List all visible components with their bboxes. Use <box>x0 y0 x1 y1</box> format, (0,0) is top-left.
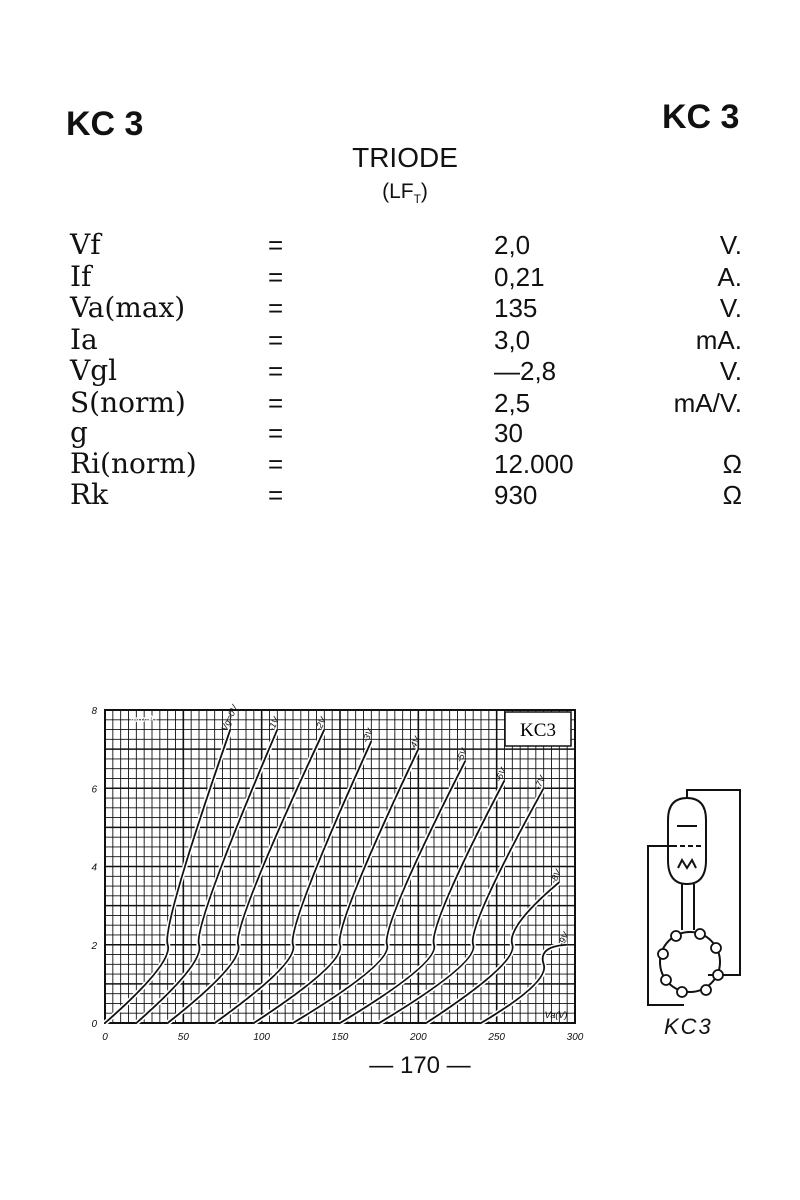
spec-equals: = <box>268 449 284 479</box>
y-tick-label: 2 <box>91 940 97 952</box>
spec-symbol: Rk <box>70 478 109 511</box>
pin-icon <box>677 987 687 997</box>
y-tick-label: 4 <box>91 862 97 874</box>
spec-equals: = <box>268 230 284 260</box>
x-tick-label: 0 <box>102 1032 108 1043</box>
spec-row <box>0 480 800 512</box>
spec-equals: = <box>268 480 284 510</box>
spec-value: 135 <box>494 293 538 323</box>
spec-row <box>0 325 800 357</box>
spec-symbol: g <box>70 416 88 449</box>
spec-equals: = <box>268 418 284 448</box>
tube-class <box>0 180 800 206</box>
spec-row <box>0 293 800 325</box>
spec-equals: = <box>268 325 284 355</box>
pin-icon <box>701 985 711 995</box>
spec-symbol: Va(max) <box>70 291 186 324</box>
curve-label: -8V <box>548 868 564 885</box>
spec-value: 12.000 <box>494 449 574 479</box>
pin-icon <box>711 943 721 953</box>
spec-row <box>0 230 800 262</box>
spec-value: 930 <box>494 480 538 510</box>
class-close: ) <box>420 180 428 203</box>
x-axis-label: Va(V) <box>544 1010 568 1020</box>
spec-equals: = <box>268 262 284 292</box>
spec-row <box>0 356 800 388</box>
x-tick-label: 300 <box>566 1032 584 1043</box>
pin-icon <box>661 975 671 985</box>
characteristic-chart <box>80 700 610 1050</box>
curve-label: Vg=0V <box>219 703 240 733</box>
spec-row <box>0 418 800 450</box>
spec-unit: mA. <box>695 325 742 355</box>
spec-row <box>0 388 800 420</box>
spec-row <box>0 262 800 294</box>
spec-row <box>0 449 800 481</box>
spec-value: 3,0 <box>494 325 531 355</box>
spec-unit: V. <box>719 230 742 260</box>
curve-label: -1V <box>266 715 282 733</box>
y-tick-label: 6 <box>91 784 97 796</box>
spec-symbol: Vf <box>70 228 101 261</box>
spec-unit: V. <box>719 293 742 323</box>
pin-icon <box>695 929 705 939</box>
spec-symbol: S(norm) <box>70 386 186 419</box>
x-tick-label: 100 <box>253 1032 271 1043</box>
spec-unit: A. <box>717 262 742 292</box>
spec-value: —2,8 <box>494 356 557 386</box>
spec-unit: Ω <box>722 480 742 510</box>
x-tick-label: 250 <box>488 1032 506 1043</box>
class-main: (LF <box>382 180 414 203</box>
spec-symbol: If <box>70 260 92 293</box>
curve-label: -4V <box>407 735 423 752</box>
spec-value: 2,0 <box>494 230 531 260</box>
y-tick-label: 8 <box>91 706 97 717</box>
curve-label: -6V <box>493 766 509 784</box>
curve-label: -2V <box>313 715 329 733</box>
x-tick-label: 150 <box>331 1032 349 1043</box>
model-title-left: KC 3 <box>66 105 144 143</box>
tube-envelope-icon <box>668 798 706 884</box>
pin-icon <box>658 949 668 959</box>
curve-label: -5V <box>454 746 470 764</box>
spec-value: 0,21 <box>494 262 545 292</box>
curve-label: -7V <box>532 774 548 792</box>
pin-icon <box>671 931 681 941</box>
spec-unit: mA/V. <box>673 388 742 418</box>
spec-symbol: Ri(norm) <box>70 447 197 480</box>
x-tick-label: 50 <box>177 1032 189 1043</box>
chart-title: KC3 <box>520 720 556 741</box>
spec-symbol: Vgl <box>70 354 118 387</box>
pin-icon <box>713 970 723 980</box>
filament-icon <box>678 860 696 868</box>
spec-unit: Ω <box>722 449 742 479</box>
tube-type: TRIODE <box>352 142 458 173</box>
spec-unit: V. <box>719 356 742 386</box>
page-number: — 170 — <box>369 1052 471 1079</box>
spec-value: 2,5 <box>494 388 531 418</box>
model-title-right: KC 3 <box>662 98 740 136</box>
curve-label: -9V <box>555 930 571 948</box>
class-sub: T <box>413 192 421 207</box>
spec-value: 30 <box>494 418 523 448</box>
spec-equals: = <box>268 356 284 386</box>
spec-equals: = <box>268 293 284 323</box>
y-axis-label: Ia(mA) <box>130 714 157 724</box>
spec-equals: = <box>268 388 284 418</box>
y-tick-label: 0 <box>91 1019 97 1030</box>
curve-label: -3V <box>360 727 376 745</box>
x-tick-label: 200 <box>409 1032 427 1043</box>
tube-base-diagram <box>630 780 750 1015</box>
spec-symbol: Ia <box>70 323 98 356</box>
diagram-label: KC3 <box>664 1014 713 1039</box>
